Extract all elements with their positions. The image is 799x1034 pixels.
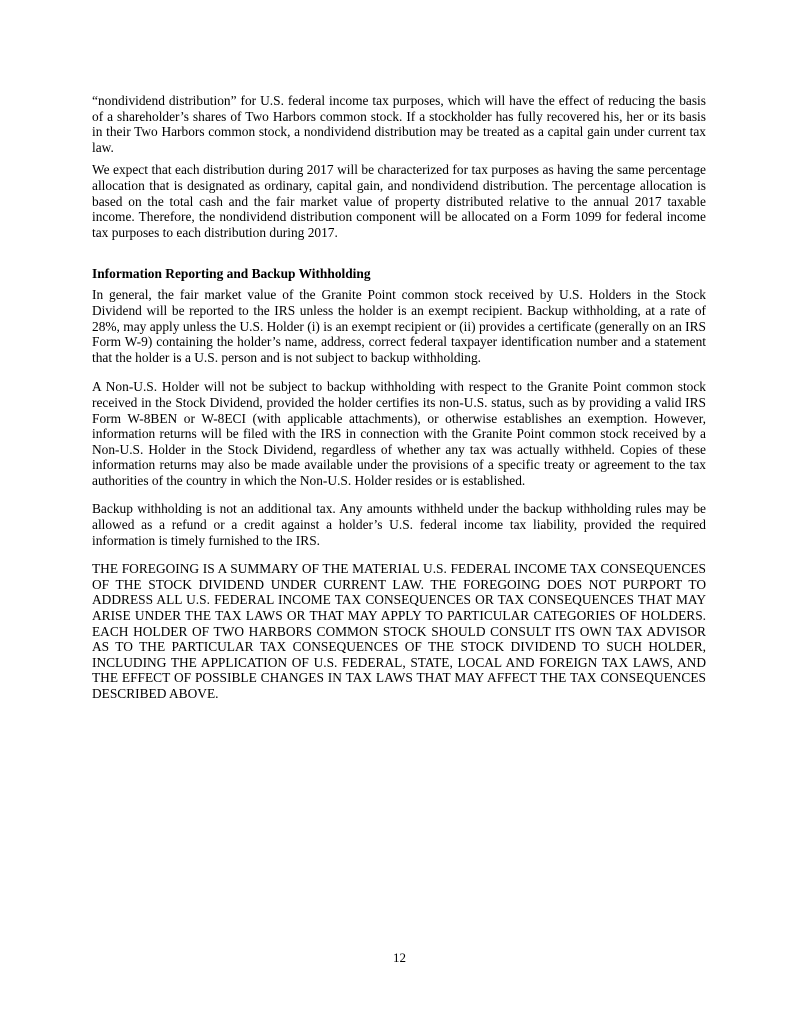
paragraph-us-holder-backup-withholding: In general, the fair market value of the Granite Point common stock received by U.S. Holders in the Stock Dividend will be reported to the IRS unless the holder is an exempt recipient. Backup withholding, at a rate of 28%, may apply unless the U.S. Holder (i) is an exempt recipient or (ii) provides a certificate (generally on an IRS Form W-9) containing the holder’s name, address, correct federal taxpayer identification number and a statement that the holder is a U.S. person and is not subject to backup withholding. xyxy=(92,287,706,365)
paragraph-nondividend-distribution: “nondividend distribution” for U.S. federal income tax purposes, which will have the effect of reducing the basis of a shareholder’s shares of Two Harbors common stock. If a stockholder has fully recovered his, her or its basis in their Two Harbors common stock, a nondividend distribution may be treated as a capital gain under current tax law. xyxy=(92,93,706,155)
paragraph-backup-withholding-refund: Backup withholding is not an additional tax. Any amounts withheld under the backup withholding rules may be allowed as a refund or a credit against a holder’s U.S. federal income tax liability, provided the required information is timely furnished to the IRS. xyxy=(92,501,706,548)
document-content xyxy=(92,93,706,702)
paragraph-non-us-holder-backup-withholding: A Non-U.S. Holder will not be subject to backup withholding with respect to the Granite Point common stock received in the Stock Dividend, provided the holder certifies its non-U.S. status, such as by providing a valid IRS Form W-8BEN or W-8ECI (with applicable attachments), or otherwise establishes an exemption. However, information returns will be filed with the IRS in connection with the Granite Point common stock received by a Non-U.S. Holder in the Stock Dividend, regardless of whether any tax was actually withheld. Copies of these information returns may also be made available under the provisions of a specific treaty or agreement to the tax authorities of the country in which the Non-U.S. Holder resides or is established. xyxy=(92,379,706,488)
heading-information-reporting-and-backup-withholding: Information Reporting and Backup Withholding xyxy=(92,266,371,282)
paragraph-2017-distribution-characterization: We expect that each distribution during 2017 will be characterized for tax purposes as having the same percentage allocation that is designated as ordinary, capital gain, and nondividend distribution. The percentage allocation is based on the total cash and the fair market value of property distributed relative to the annual 2017 taxable income. Therefore, the nondividend distribution component will be allocated on a Form 1099 for federal income tax purposes to each distribution during 2017. xyxy=(92,162,706,240)
paragraph-foregoing-summary-disclaimer: THE FOREGOING IS A SUMMARY OF THE MATERIAL U.S. FEDERAL INCOME TAX CONSEQUENCES OF THE STOCK DIVIDEND UNDER CURRENT LAW. THE FOREGOING DOES NOT PURPORT TO ADDRESS ALL U.S. FEDERAL INCOME TAX CONSEQUENCES OR TAX CONSEQUENCES THAT MAY ARISE UNDER THE TAX LAWS OR THAT MAY APPLY TO PARTICULAR CATEGORIES OF HOLDERS. EACH HOLDER OF TWO HARBORS COMMON STOCK SHOULD CONSULT ITS OWN TAX ADVISOR AS TO THE PARTICULAR TAX CONSEQUENCES OF THE STOCK DIVIDEND TO SUCH HOLDER, INCLUDING THE APPLICATION OF U.S. FEDERAL, STATE, LOCAL AND FOREIGN TAX LAWS, AND THE EFFECT OF POSSIBLE CHANGES IN TAX LAWS THAT MAY AFFECT THE TAX CONSEQUENCES DESCRIBED ABOVE. xyxy=(92,561,706,701)
page-number: 12 xyxy=(393,950,406,965)
